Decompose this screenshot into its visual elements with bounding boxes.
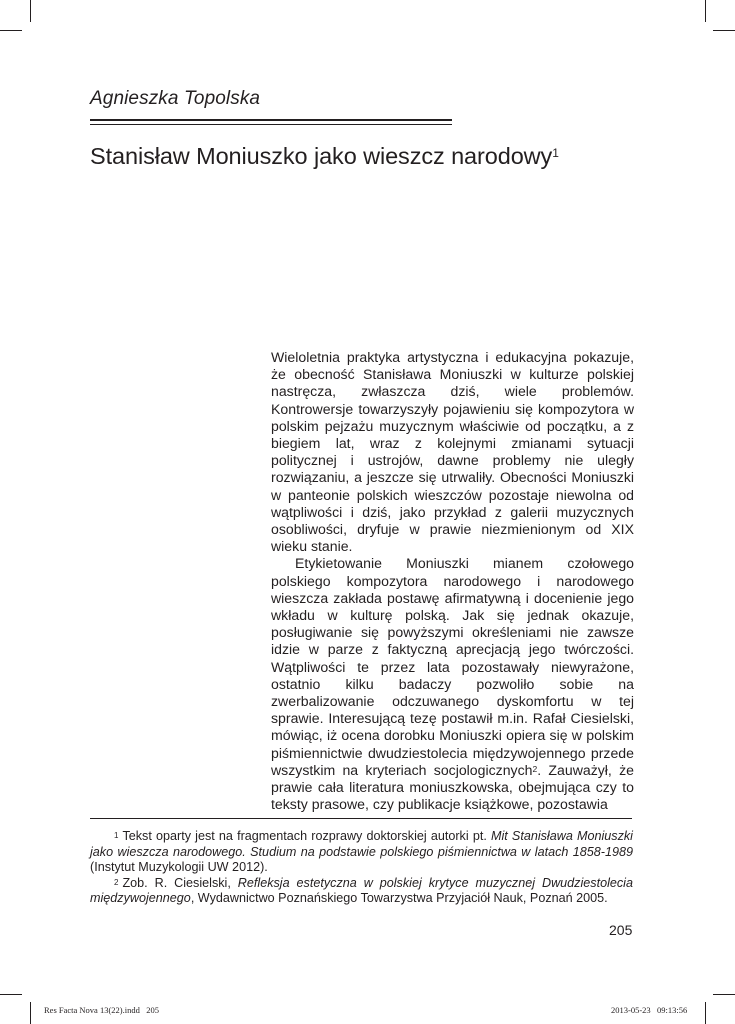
print-slug-file: Res Facta Nova 13(22).indd 205 bbox=[44, 1005, 159, 1015]
crop-mark-top-right bbox=[705, 0, 706, 22]
crop-mark-top-right-h bbox=[713, 30, 735, 31]
print-slug-timestamp: 2013-05-23 09:13:56 bbox=[611, 1005, 688, 1015]
footnotes bbox=[90, 829, 633, 907]
article-title-text: Stanisław Moniuszko jako wieszcz narodowy bbox=[90, 143, 553, 169]
footnote-1-number: 1 bbox=[114, 831, 119, 840]
footnote-separator bbox=[90, 818, 632, 819]
article-body bbox=[271, 349, 634, 813]
footnote-2 bbox=[90, 876, 633, 907]
footnote-2-text: Zob. R. Ciesielski, bbox=[122, 875, 238, 890]
paragraph-2-footnote-ref: 2 bbox=[532, 763, 538, 774]
paragraph-2-text-before-ref: Etykietowanie Moniuszki mianem czołowego polskiego kompozytora narodowego i narodowego wieszcza zakłada postawę afirmatywną i docenienie jego wkładu w kulturę polską. Jak się jednak okazuje, posługiwanie się powyższymi określeniami nie zawsze idzie w parze z faktyczną aprecjacją jego twórczości. Wątpliwości te przez lata pozostawały niewyrażone, ostatnio kilku badaczy pozwoliło sobie na zwerbalizowanie odczuwanego dyskomfortu w tej sprawie. Interesującą tezę postawił m.in. Rafał Ciesielski, mówiąc, iż ocena dorobku Moniuszki opiera się w polskim piśmiennictwie dwudziestolecia międzywojennego przede wszystkim na kryteriach socjologicznych bbox=[271, 555, 634, 778]
crop-mark-bottom-right bbox=[705, 1002, 706, 1024]
crop-mark-top-left-h bbox=[0, 30, 22, 31]
article-author: Agnieszka Topolska bbox=[90, 88, 261, 109]
author-rule-thin bbox=[90, 124, 452, 125]
footnote-2-italic: Refleksja estetyczna w polskiej krytyce muzycznej Dwudziestolecia międzywojennego bbox=[90, 875, 633, 906]
page-number: 205 bbox=[609, 922, 633, 938]
body-paragraph-2 bbox=[271, 555, 634, 813]
body-paragraph-1: Wieloletnia praktyka artystyczna i edukacyjna pokazuje, że obecność Stanisława Moniuszki w kulturze polskiej nastręcza, zwłaszcza dziś, wiele problemów. Kontrowersje towarzyszyły pojawieniu się kompozytora w polskim pejzażu muzycznym właściwie od początku, a z biegiem lat, wraz z kolejnymi zmianami sytuacji politycznej i ustrojów, dawne problemy nie uległy rozwiązaniu, a jeszcze się utrwaliły. Obecności Moniuszki w panteonie polskich wieszczów pozostaje niewolna od wątpliwości i dziś, jako przykład z galerii muzycznych osobliwości, dryfuje w prawie niezmienionym od XIX wieku stanie. bbox=[271, 349, 634, 555]
footnote-2-text-after: , Wydawnictwo Poznańskiego Towarzystwa Przyjaciół Nauk, Poznań 2005. bbox=[190, 891, 608, 906]
footnote-1-text-after: (Instytut Muzykologii UW 2012). bbox=[90, 860, 268, 875]
footnote-1 bbox=[90, 829, 633, 876]
footnote-1-text: Tekst oparty jest na fragmentach rozprawy doktorskiej autorki pt. bbox=[122, 829, 491, 843]
author-rule-thick bbox=[90, 119, 452, 121]
footnote-1-italic: Mit Stanisława Moniuszki jako wieszcza narodowego. Studium na podstawie polskiego piśmiennictwa w latach 1858-1989 bbox=[90, 829, 633, 859]
title-footnote-ref: 1 bbox=[552, 146, 559, 160]
crop-mark-bottom-left-h bbox=[0, 994, 22, 995]
paragraph-2-text-after-ref: . Zauważył, że prawie cała literatura moniuszkowska, obejmująca czy to teksty prasowe, czy publikacje książkowe, pozostawia bbox=[271, 761, 634, 813]
footnote-2-number: 2 bbox=[114, 877, 119, 887]
article-title bbox=[90, 143, 559, 170]
crop-mark-top-left bbox=[30, 0, 31, 22]
crop-mark-bottom-left bbox=[30, 1002, 31, 1024]
crop-mark-bottom-right-h bbox=[713, 994, 735, 995]
